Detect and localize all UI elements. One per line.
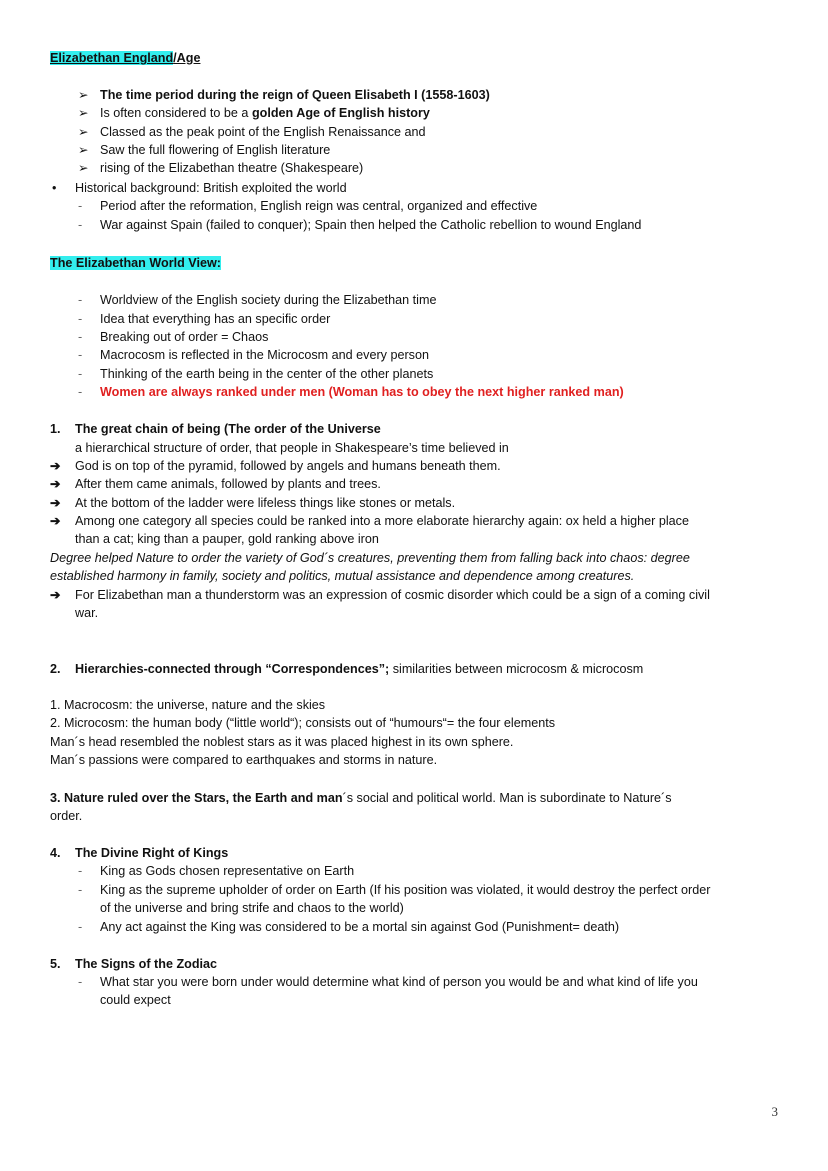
list-item: After them came animals, followed by plants and trees. xyxy=(75,477,381,491)
dash-bullet-icon: - xyxy=(78,199,83,213)
section-number: 2. xyxy=(50,662,61,676)
italic-paragraph: established harmony in family, society and politics, mutual assistance and dependence among creatures. xyxy=(50,569,635,583)
list-item: What star you were born under would determine what kind of person you would be and what kind of life you xyxy=(100,975,698,989)
list-item: For Elizabethan man a thunderstorm was an expression of cosmic disorder which could be a sign of a coming civil xyxy=(75,588,710,602)
list-item-continuation: could expect xyxy=(100,993,171,1007)
list-item-continuation: than a cat; king than a pauper, gold ranking above iron xyxy=(75,532,379,546)
arrowhead-bullet-icon: ➢ xyxy=(78,106,89,120)
dash-bullet-icon: - xyxy=(78,367,83,381)
list-item: Idea that everything has an specific order xyxy=(100,312,331,326)
list-item: Is often considered to be a golden Age of English history xyxy=(100,106,430,120)
list-item: rising of the Elizabethan theatre (Shakespeare) xyxy=(100,161,364,175)
italic-paragraph: Degree helped Nature to order the variety of God´s creatures, preventing them from falling back into chaos: degree xyxy=(50,551,690,565)
section-heading-elizabethan-england xyxy=(50,50,200,66)
list-item: Worldview of the English society during the Elizabethan time xyxy=(100,293,437,307)
arrowhead-bullet-icon: ➢ xyxy=(78,88,89,102)
list-item: King as the supreme upholder of order on Earth (If his position was violated, it would destroy the perfect order xyxy=(100,883,711,897)
arrow-right-icon: ➔ xyxy=(50,514,61,528)
heading-highlight-text: The Elizabethan World View: xyxy=(50,256,221,270)
paragraph: 1. Macrocosm: the universe, nature and the skies xyxy=(50,698,326,712)
dash-bullet-icon: - xyxy=(78,293,83,307)
list-item-continuation: of the universe and bring strife and chaos to the world) xyxy=(100,901,404,915)
dash-bullet-icon: - xyxy=(78,920,83,934)
section-number: 4. xyxy=(50,846,61,860)
list-item: Breaking out of order = Chaos xyxy=(100,330,269,344)
section-title-nature: 3. Nature ruled over the Stars, the Earth and man´s social and political world. Man is subordinate to Nature´s xyxy=(50,791,672,805)
heading-suffix: /Age xyxy=(173,51,201,65)
list-item-highlighted: Women are always ranked under men (Woman has to obey the next higher ranked man) xyxy=(100,385,624,399)
list-item: Historical background: British exploited the world xyxy=(75,181,347,195)
dash-bullet-icon: - xyxy=(78,218,83,232)
list-item: Among one category all species could be ranked into a more elaborate hierarchy again: ox held a higher place xyxy=(75,514,689,528)
arrowhead-bullet-icon: ➢ xyxy=(78,125,89,139)
list-item: Any act against the King was considered to be a mortal sin against God (Punishment= death) xyxy=(100,920,620,934)
dash-bullet-icon: - xyxy=(78,330,83,344)
paragraph: a hierarchical structure of order, that people in Shakespeare’s time believed in xyxy=(75,441,509,455)
list-item-continuation: war. xyxy=(75,606,99,620)
section-number: 5. xyxy=(50,957,61,971)
section-title-divine-right: The Divine Right of Kings xyxy=(75,846,229,860)
list-item: Classed as the peak point of the English Renaissance and xyxy=(100,125,426,139)
dash-bullet-icon: - xyxy=(78,348,83,362)
paragraph: Man´s head resembled the noblest stars as it was placed highest in its own sphere. xyxy=(50,735,514,749)
dash-bullet-icon: - xyxy=(78,312,83,326)
section-title-great-chain: The great chain of being (The order of the Universe xyxy=(75,422,381,436)
dash-bullet-icon: - xyxy=(78,385,83,399)
arrowhead-bullet-icon: ➢ xyxy=(78,143,89,157)
list-item: God is on top of the pyramid, followed by angels and humans beneath them. xyxy=(75,459,501,473)
list-item: War against Spain (failed to conquer); Spain then helped the Catholic rebellion to wound England xyxy=(100,218,642,232)
list-item: Period after the reformation, English reign was central, organized and effective xyxy=(100,199,538,213)
arrow-right-icon: ➔ xyxy=(50,477,61,491)
paragraph: 2. Microcosm: the human body (“little world“); consists out of “humours“= the four elements xyxy=(50,716,555,730)
dash-bullet-icon: - xyxy=(78,975,83,989)
bullet-dot-icon: • xyxy=(52,181,57,195)
section-number: 1. xyxy=(50,422,61,436)
list-item: Thinking of the earth being in the center of the other planets xyxy=(100,367,434,381)
arrow-right-icon: ➔ xyxy=(50,459,61,473)
list-item: Macrocosm is reflected in the Microcosm and every person xyxy=(100,348,429,362)
list-item: King as Gods chosen representative on Earth xyxy=(100,864,355,878)
list-item: Saw the full flowering of English literature xyxy=(100,143,331,157)
arrow-right-icon: ➔ xyxy=(50,496,61,510)
list-item: The time period during the reign of Queen Elisabeth I (1558-1603) xyxy=(100,88,490,102)
list-item: At the bottom of the ladder were lifeless things like stones or metals. xyxy=(75,496,456,510)
arrow-right-icon: ➔ xyxy=(50,588,61,602)
page-number: 3 xyxy=(771,1104,778,1119)
paragraph: Man´s passions were compared to earthquakes and storms in nature. xyxy=(50,753,438,767)
dash-bullet-icon: - xyxy=(78,864,83,878)
paragraph-continuation: order. xyxy=(50,809,83,823)
heading-highlight-text: Elizabethan England xyxy=(50,51,174,65)
dash-bullet-icon: - xyxy=(78,883,83,897)
section-title-zodiac: The Signs of the Zodiac xyxy=(75,957,218,971)
arrowhead-bullet-icon: ➢ xyxy=(78,161,89,175)
section-heading-world-view xyxy=(50,255,221,271)
section-title-correspondences: Hierarchies-connected through “Correspondences”; similarities between microcosm & microcosm xyxy=(75,662,644,676)
